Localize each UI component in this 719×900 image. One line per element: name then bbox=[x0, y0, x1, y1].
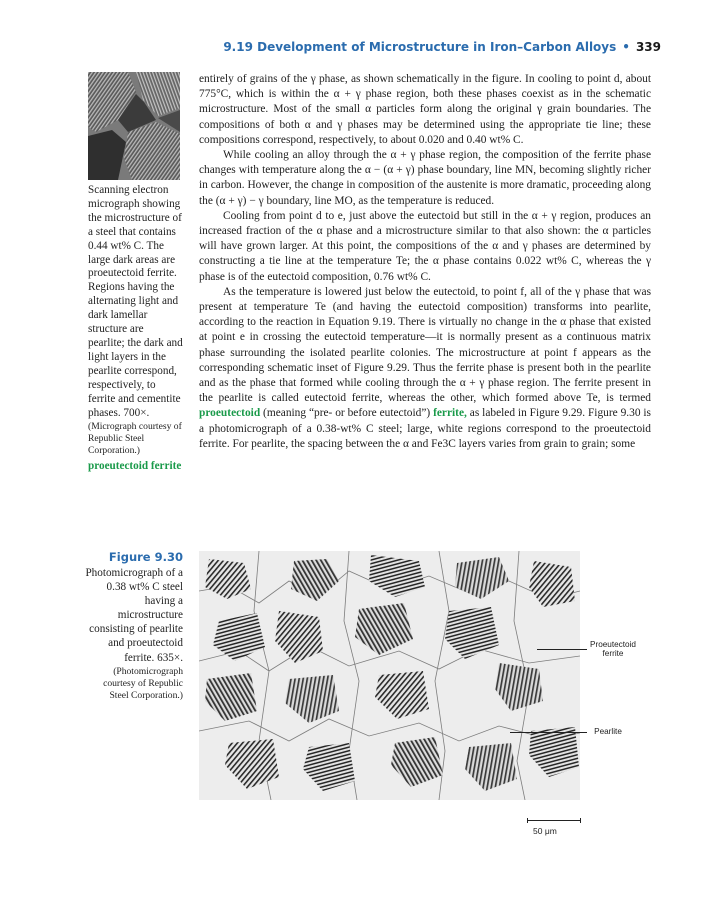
figure-caption-credit: (Photomicrograph courtesy of Republic Steel Corporation.) bbox=[103, 665, 183, 702]
body-text bbox=[199, 72, 651, 452]
callout-line-ferrite bbox=[537, 649, 587, 650]
paragraph-1: entirely of grains of the γ phase, as shown schematically in the figure. In cooling to point d, about 775°C, which is within the α + γ phase region, both these phases coexist as in the schematic microstructure. Most of the small α particles form along the original γ grain boundaries. The compositions of both α and γ phases may be determined using the appropriate tie line; these compositions correspond, respectively, to about 0.020 and 0.40 wt% C. bbox=[199, 73, 651, 146]
section-title: 9.19 Development of Microstructure in Iron–Carbon Alloys bbox=[223, 40, 617, 54]
sem-caption-text: Scanning electron micrograph showing the microstructure of a steel that contains 0.44 wt% C. The large dark areas are proeutectoid ferrite. Regions having the alternating light and dark lamellar structure are pearlite; the dark and light layers in the pearlite correspond, respectively, to ferrite and cementite phases. 700×. bbox=[88, 184, 183, 419]
term-proeutectoid: proeutectoid bbox=[199, 407, 261, 420]
sem-micrograph-image bbox=[88, 72, 180, 180]
figure-caption bbox=[84, 566, 183, 703]
sem-figure-caption bbox=[88, 184, 183, 457]
paragraph-4-text-c: as labeled in Figure 9.29. Figure 9.30 is a photomicrograph of a 0.38-wt% C steel; large, white regions correspond to the proeutectoid ferrite. For pearlite, the spacing between the α and Fe3C layers varies from grain to grain; some bbox=[199, 407, 651, 450]
paragraph-3: Cooling from point d to e, just above the eutectoid but still in the α + γ region, produces an increased fraction of the α phase and a microstructure similar to that also shown: the α particles will have grown larger. At this point, the compositions of the α and γ phases are determined by constructing a tie line at the temperature Te; the α phase contains 0.022 wt% C, whereas the γ phase is of the eutectoid composition, 0.76 wt% C. bbox=[199, 209, 651, 283]
page-number: 339 bbox=[635, 40, 661, 54]
paragraph-4-text-b: (meaning “pre- or before eutectoid”) bbox=[260, 407, 434, 420]
figure-label: Figure 9.30 bbox=[108, 550, 183, 564]
running-header bbox=[0, 40, 661, 54]
margin-term-proeutectoid-ferrite: proeutectoid ferrite bbox=[88, 460, 182, 472]
paragraph-2: While cooling an alloy through the α + γ phase region, the composition of the ferrite phase changes with temperature along the α − (α + γ) phase boundary, line MN, becoming slightly richer in carbon. However, the change in composition of the austenite is more dramatic, proceeding along the (α + γ) − γ boundary, line MO, as the temperature is reduced. bbox=[199, 149, 651, 207]
sem-caption-credit: (Micrograph courtesy of Republic Steel Corporation.) bbox=[88, 421, 182, 457]
callout-pearlite: Pearlite bbox=[594, 727, 622, 736]
callout-line-pearlite bbox=[510, 732, 587, 733]
scale-bar-label: 50 μm bbox=[533, 826, 557, 836]
scale-bar bbox=[527, 818, 581, 823]
callout-proeutectoid-ferrite: Proeutectoid ferrite bbox=[590, 640, 636, 658]
header-bullet: • bbox=[622, 40, 630, 54]
photomicrograph-image bbox=[199, 551, 580, 800]
term-ferrite: ferrite, bbox=[433, 407, 467, 420]
paragraph-4-text-a: As the temperature is lowered just below the eutectoid, to point f, all of the γ phase that was present at temperature Te (and having the eutectoid composition) transforms into pearlite, according to the reaction in Equation 9.19. There is virtually no change in the α phase that existed at point e in crossing the eutectoid temperature—it is normally present as a continuous matrix phase surrounding the isolated pearlite colonies. The microstructure at point f appears as the corresponding schematic inset of Figure 9.29. Thus the ferrite phase is present both in the pearlite and as the phase that formed while cooling through the α + γ phase region. The ferrite present in the pearlite is called eutectoid ferrite, whereas the other, which formed above Te, is termed bbox=[199, 285, 651, 405]
figure-caption-text: Photomicrograph of a 0.38 wt% C steel having a microstructure consisting of pearlite and proeutectoid ferrite. 635×. bbox=[85, 567, 183, 664]
paragraph-4 bbox=[199, 285, 651, 452]
